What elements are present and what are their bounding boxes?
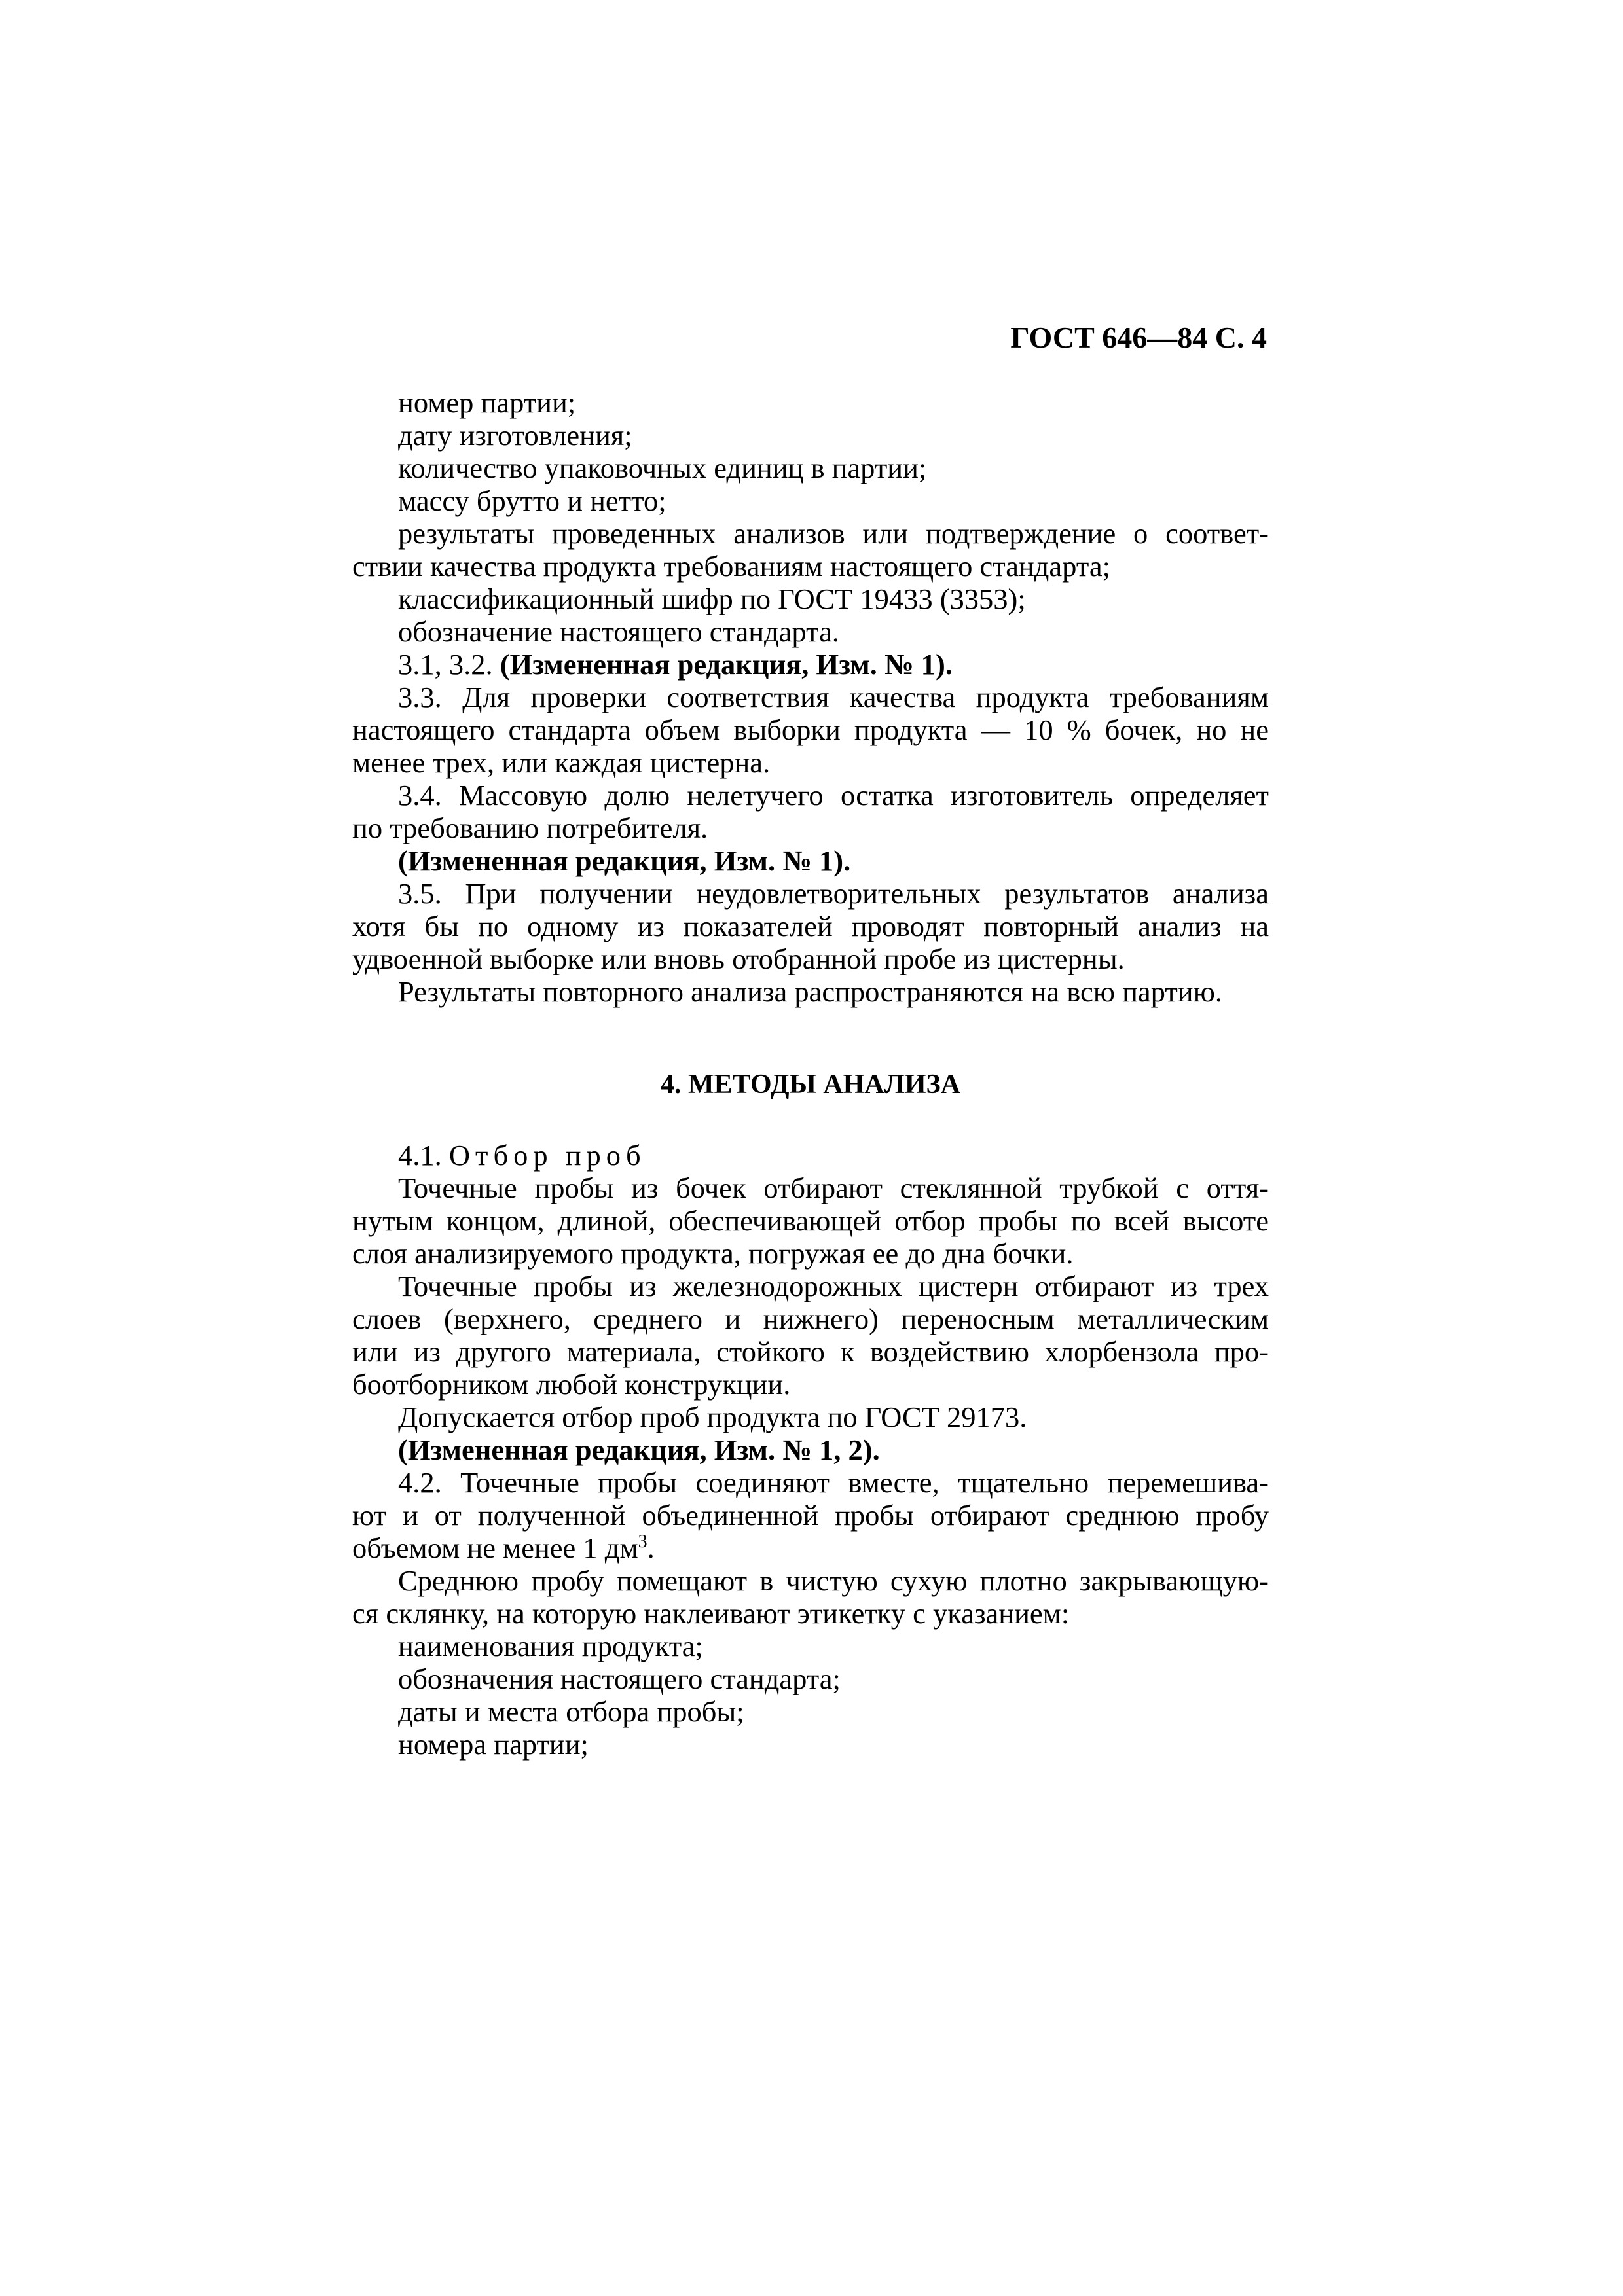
list-item-designation: обозначение настоящего стандарта.: [398, 615, 839, 648]
paragraph-4-1-b-line1: Точечные пробы из железнодорожных цистерн отбирают из трех: [398, 1270, 1269, 1302]
list-item-batch-number: номер партии;: [398, 386, 576, 419]
paragraph-3-3-line1: 3.3. Для проверки соответствия качества продукта требованиям: [398, 681, 1269, 713]
label-item-product-name: наименования продукта;: [398, 1630, 703, 1662]
volume-text: объемом не менее 1 дм: [352, 1532, 638, 1564]
paragraph-3-3-line2: настоящего стандарта объем выборки продукта — 10 % бочек, но не: [352, 713, 1269, 746]
volume-exponent: 3: [638, 1532, 647, 1552]
subsection-heading-4-1: [398, 1139, 1269, 1172]
subsection-title: Отбор проб: [448, 1139, 646, 1172]
spacer: [398, 1008, 1269, 1068]
running-header: ГОСТ 646—84 С. 4: [1010, 321, 1267, 354]
paragraph-4-1-b-line2: слоев (верхнего, среднего и нижнего) переносным металлическим: [352, 1302, 1269, 1335]
paragraph-4-2-b-line1: Среднюю пробу помещают в чистую сухую плотно закрывающую-: [398, 1564, 1269, 1597]
body-text: [352, 386, 1269, 1761]
paragraph-3-4-line1: 3.4. Массовую долю нелетучего остатка изготовитель определяет: [398, 779, 1269, 812]
paragraph-4-1-a-line3: слоя анализируемого продукта, погружая ее до дна бочки.: [352, 1237, 1074, 1270]
list-item-gross-net-mass: массу брутто и нетто;: [398, 484, 666, 517]
label-item-date-place: даты и места отбора пробы;: [398, 1695, 744, 1728]
paragraph-4-1-b-line4: боотборником любой конструкции.: [352, 1368, 791, 1401]
label-item-standard: обозначения настоящего стандарта;: [398, 1662, 841, 1695]
amendment-note-4-1: (Измененная редакция, Изм. № 1, 2).: [398, 1433, 880, 1466]
paragraph-4-1-a-line1: Точечные пробы из бочек отбирают стеклянной трубкой с оття-: [398, 1172, 1269, 1204]
list-item-results-line1: результаты проведенных анализов или подтверждение о соответ-: [398, 517, 1269, 550]
volume-period: .: [647, 1532, 655, 1564]
list-item-manufacture-date: дату изготовления;: [398, 419, 632, 452]
list-item-results-line2: ствии качества продукта требованиям настоящего стандарта;: [352, 550, 1110, 583]
paragraph-3-5-line3: удвоенной выборке или вновь отобранной пробе из цистерны.: [352, 942, 1125, 975]
paragraph-3-5-line1: 3.5. При получении неудовлетворительных результатов анализа: [398, 877, 1269, 910]
label-item-batch: номера партии;: [398, 1728, 589, 1761]
list-item-classification: классификационный шифр по ГОСТ 19433 (3353);: [398, 583, 1026, 615]
paragraph-4-1-c-line1: Допускается отбор проб продукта по ГОСТ 29173.: [398, 1401, 1027, 1433]
paragraph-4-2-line1: 4.2. Точечные пробы соединяют вместе, тщательно перемешива-: [398, 1466, 1269, 1499]
paragraph-3-5-line2: хотя бы по одному из показателей проводят повторный анализ на: [352, 910, 1269, 942]
subsection-number: 4.1.: [398, 1139, 442, 1172]
paragraph-4-1-b-line3: или из другого материала, стойкого к воздействию хлорбензола про-: [352, 1335, 1269, 1368]
paragraph-3-5-line4: Результаты повторного анализа распространяются на всю партию.: [398, 975, 1222, 1008]
paragraph-4-2-line3: [352, 1532, 1269, 1564]
amendment-note-3-1-3-2: [398, 648, 1269, 681]
paragraph-4-2-b-line2: ся склянку, на которую наклеивают этикетку с указанием:: [352, 1597, 1070, 1630]
section-title: 4. МЕТОДЫ АНАЛИЗА: [660, 1069, 961, 1100]
spacer: [398, 1101, 1269, 1139]
paragraph-3-3-line3: менее трех, или каждая цистерна.: [352, 746, 771, 779]
list-item-package-count: количество упаковочных единиц в партии;: [398, 452, 927, 484]
paragraph-3-4-line2: по требованию потребителя.: [352, 812, 708, 844]
amendment-text: (Измененная редакция, Изм. № 1).: [500, 648, 953, 681]
paragraph-4-1-a-line2: нутым концом, длиной, обеспечивающей отбор пробы по всей высоте: [352, 1204, 1269, 1237]
paragraph-4-2-line2: ют и от полученной объединенной пробы отбирают среднюю пробу: [352, 1499, 1269, 1532]
amendment-note-3-4: (Измененная редакция, Изм. № 1).: [398, 844, 851, 877]
amendment-number: 3.1, 3.2.: [398, 648, 493, 681]
